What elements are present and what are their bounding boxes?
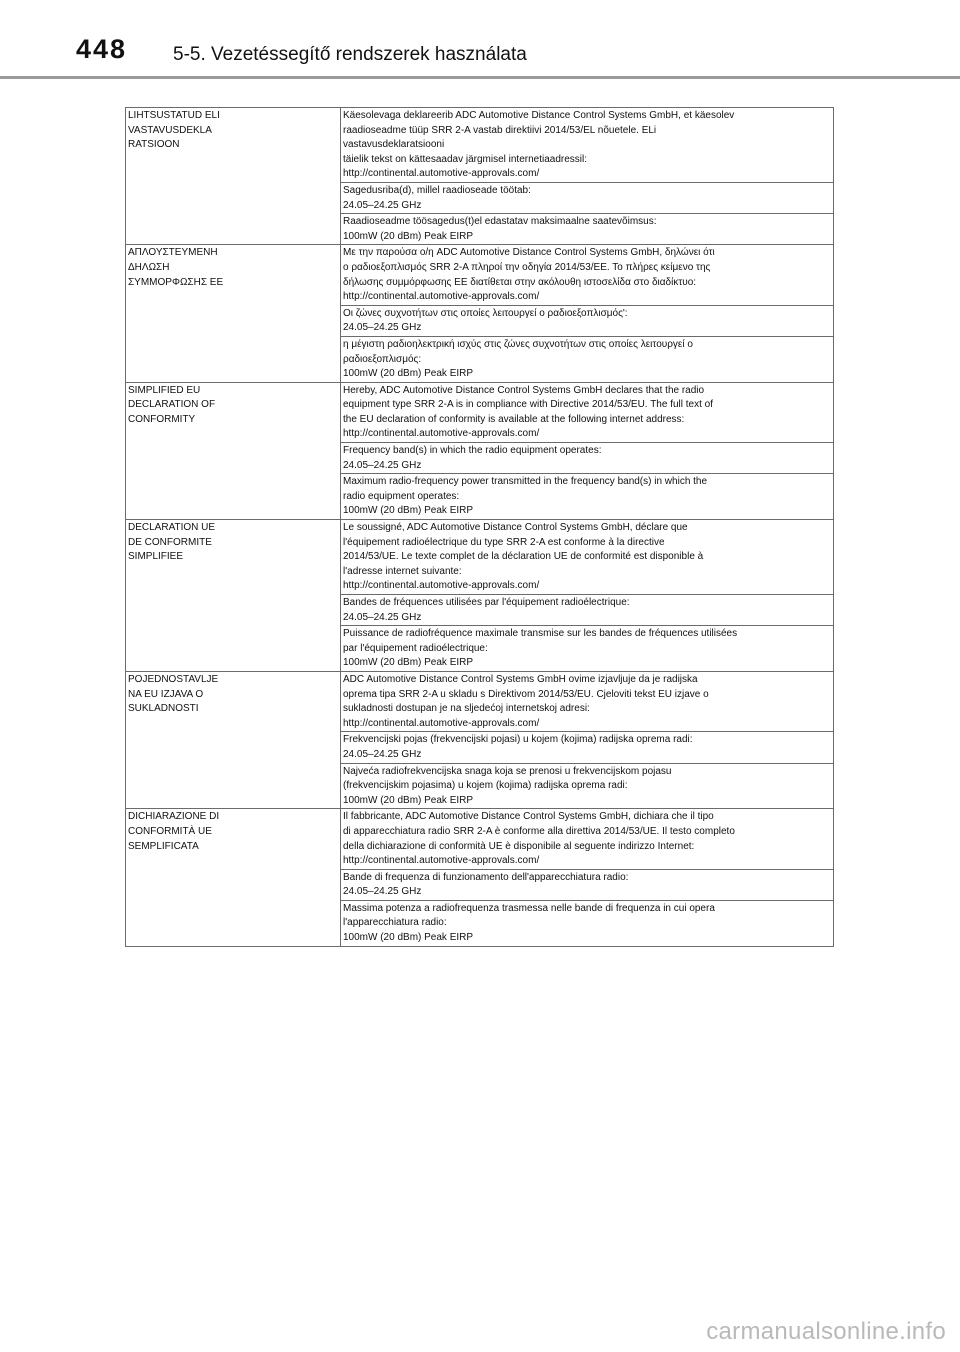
table-row — [126, 671, 834, 731]
declaration-text-line: Najveća radiofrekvencijska snaga koja se prenosi u frekvencijskom pojasu — [343, 765, 672, 777]
language-label-line: CONFORMITÀ UE — [128, 825, 212, 837]
declaration-text-line: 24.05–24.25 GHz — [343, 611, 422, 623]
declaration-text-line: equipment type SRR 2-A is in compliance with Directive 2014/53/EU. The full text of — [343, 399, 713, 411]
declaration-text-line: ραδιοεξοπλισμός: — [343, 353, 422, 365]
declaration-text-cell — [341, 108, 834, 183]
declaration-text-line: della dichiarazione di conformità UE è disponibile al seguente indirizzo Internet: — [343, 840, 695, 852]
declaration-text-line: Bande di frequenza di funzionamento dell'apparecchiatura radio: — [343, 871, 629, 883]
declaration-text-line: Raadioseadme töösagedus(t)el edastatav maksimaalne saatevõimsus: — [343, 216, 657, 228]
declaration-text-line: 100mW (20 dBm) Peak EIRP — [343, 932, 474, 944]
declaration-text-line: http://continental.automotive-approvals.com/ — [343, 168, 540, 180]
page-number: 448 — [76, 34, 128, 64]
declaration-text-line: Frequency band(s) in which the radio equipment operates: — [343, 445, 602, 457]
declaration-text-line: Le soussigné, ADC Automotive Distance Control Systems GmbH, déclare que — [343, 522, 688, 534]
declaration-text-cell — [341, 214, 834, 245]
language-label-line: SUKLADNOSTI — [128, 703, 199, 715]
language-label-line: CONFORMITY — [128, 413, 196, 425]
declaration-text-line: Il fabbricante, ADC Automotive Distance Control Systems GmbH, dichiara che il tipo — [343, 811, 714, 823]
language-label-line: DICHIARAZIONE DI — [128, 811, 220, 823]
declaration-text-line: Puissance de radiofréquence maximale transmise sur les bandes de fréquences utilisées — [343, 628, 738, 640]
declaration-text-cell — [341, 443, 834, 474]
declaration-text-line: http://continental.automotive-approvals.com/ — [343, 855, 540, 867]
language-label-line: ΑΠΛΟΥΣΤΕΥΜΕΝΗ — [128, 247, 218, 259]
declaration-text-cell — [341, 182, 834, 213]
declaration-text-line: 100mW (20 dBm) Peak EIRP — [343, 794, 474, 806]
declaration-text-line: vastavusdeklaratsiooni — [343, 139, 445, 151]
language-label-line: VASTAVUSDEKLA — [128, 124, 212, 136]
page-header — [0, 0, 960, 80]
declaration-text-line: 24.05–24.25 GHz — [343, 886, 422, 898]
language-label-line: SEMPLIFICATA — [128, 840, 199, 852]
table-row — [126, 108, 834, 183]
declaration-text-cell — [341, 305, 834, 336]
declaration-text-cell — [341, 626, 834, 672]
declaration-text-cell — [341, 671, 834, 731]
declaration-text-line: http://continental.automotive-approvals.com/ — [343, 717, 540, 729]
declaration-text-line: Bandes de fréquences utilisées par l'équipement radioélectrique: — [343, 597, 630, 608]
declaration-text-line: (frekvencijskim pojasima) u kojem (kojima) radijska oprema radi: — [343, 780, 628, 792]
declaration-text-line: raadioseadme tüüp SRR 2-A vastab direktiivi 2014/53/EL nõuetele. ELi — [343, 124, 657, 136]
declaration-text-cell — [341, 763, 834, 809]
declaration-text-line: http://continental.automotive-approvals.com/ — [343, 580, 540, 592]
declaration-table-body — [126, 108, 834, 947]
declaration-text-line: δήλωσης συμμόρφωσης ΕΕ διατίθεται στην ακόλουθη ιστοσελίδα στο διαδίκτυο: — [343, 276, 697, 288]
declaration-text-line: the EU declaration of conformity is available at the following internet address: — [343, 413, 685, 425]
declaration-text-cell — [341, 474, 834, 520]
declaration-text-line: 24.05–24.25 GHz — [343, 748, 422, 760]
language-label-cell — [126, 245, 341, 382]
declaration-text-cell — [341, 520, 834, 595]
declaration-text-line: 100mW (20 dBm) Peak EIRP — [343, 368, 474, 380]
language-label-line: POJEDNOSTAVLJE — [128, 673, 219, 685]
declaration-text-line: l'équipement radioélectrique du type SRR 2-A est conforme à la directive — [343, 536, 665, 548]
language-label-cell — [126, 671, 341, 808]
declaration-text-line: l'adresse internet suivante: — [343, 565, 462, 577]
declaration-text-line: Με την παρούσα ο/η ADC Automotive Distance Control Systems GmbH, δηλώνει ότι — [343, 247, 715, 259]
declaration-text-line: http://continental.automotive-approvals.com/ — [343, 428, 540, 440]
declaration-text-cell — [341, 382, 834, 442]
table-row — [126, 382, 834, 442]
declaration-text-line: 24.05–24.25 GHz — [343, 199, 422, 211]
declaration-text-line: Käesolevaga deklareerib ADC Automotive Distance Control Systems GmbH, et käesolev — [343, 110, 735, 121]
declaration-text-line: Sagedusriba(d), millel raadioseade töötab: — [343, 184, 531, 196]
section-title: 5-5. Vezetéssegítő rendszerek használata — [173, 44, 527, 65]
declaration-text-cell — [341, 595, 834, 626]
declaration-text-line: Οι ζώνες συχνοτήτων στις οποίες λειτουργεί ο ραδιοεξοπλισμός': — [343, 307, 628, 319]
declaration-text-line: Massima potenza a radiofrequenza trasmessa nelle bande di frequenza in cui opera — [343, 902, 715, 914]
declaration-text-line: di apparecchiatura radio SRR 2-A è conforme alla direttiva 2014/53/UE. Il testo completo — [343, 825, 735, 837]
declaration-text-line: 100mW (20 dBm) Peak EIRP — [343, 657, 474, 669]
declaration-text-line: radio equipment operates: — [343, 490, 460, 502]
declaration-text-line: ADC Automotive Distance Control Systems GmbH ovime izjavljuje da je radijska — [343, 673, 698, 685]
declaration-text-line: 100mW (20 dBm) Peak EIRP — [343, 505, 474, 517]
header-divider — [0, 76, 960, 79]
declaration-text-line: http://continental.automotive-approvals.com/ — [343, 291, 540, 303]
table-row — [126, 809, 834, 869]
declaration-text-cell — [341, 336, 834, 382]
declaration-text-line: 2014/53/UE. Le texte complet de la déclaration UE de conformité est disponible à — [343, 551, 704, 563]
declaration-text-line: Hereby, ADC Automotive Distance Control Systems GmbH declares that the radio — [343, 384, 705, 396]
declaration-text-line: 100mW (20 dBm) Peak EIRP — [343, 230, 474, 242]
declaration-text-cell — [341, 900, 834, 946]
language-label-line: DECLARATION OF — [128, 399, 216, 411]
language-label-line: RATSIOON — [128, 139, 180, 151]
language-label-cell — [126, 382, 341, 519]
language-label-line: SIMPLIFIED EU — [128, 384, 201, 396]
language-label-line: ΣΥΜΜΟΡΦΩΣΗΣ ΕΕ — [128, 276, 224, 288]
declaration-text-line: sukladnosti dostupan je na sljedećoj internetskoj adresi: — [343, 703, 590, 715]
declaration-text-cell — [341, 732, 834, 763]
declaration-text-line: η μέγιστη ραδιοηλεκτρική ισχύς στις ζώνες συχνοτήτων στις οποίες λειτουργεί ο — [343, 338, 693, 350]
language-label-line: ΔΗΛΩΣΗ — [128, 261, 170, 273]
table-row — [126, 245, 834, 305]
declaration-text-line: oprema tipa SRR 2-A u skladu s Direktivom 2014/53/EU. Cjeloviti tekst EU izjave o — [343, 688, 709, 700]
language-label-line: SIMPLIFIEE — [128, 551, 184, 563]
language-label-line: DE CONFORMITE — [128, 536, 212, 548]
declaration-text-line: par l'équipement radioélectrique: — [343, 642, 488, 654]
language-label-line: NA EU IZJAVA O — [128, 688, 204, 700]
declaration-text-line: Frekvencijski pojas (frekvencijski pojasi) u kojem (kojima) radijska oprema radi: — [343, 734, 693, 746]
language-label-cell — [126, 520, 341, 672]
declaration-text-line: l'apparecchiatura radio: — [343, 917, 447, 929]
declaration-text-line: 24.05–24.25 GHz — [343, 322, 422, 334]
language-label-cell — [126, 108, 341, 245]
declaration-text-cell — [341, 869, 834, 900]
language-label-line: DECLARATION UE — [128, 522, 216, 534]
declaration-text-line: Maximum radio-frequency power transmitted in the frequency band(s) in which the — [343, 476, 708, 488]
language-label-cell — [126, 809, 341, 946]
watermark: carmanualsonline.info — [706, 1318, 946, 1345]
declaration-text-line: täielik tekst on kättesaadav järgmisel internetiaadressil: — [343, 153, 588, 165]
declaration-text-line: ο ραδιοεξοπλισμός SRR 2-A πληροί την οδηγία 2014/53/ΕΕ. Το πλήρες κείμενο της — [343, 261, 711, 273]
declaration-text-line: 24.05–24.25 GHz — [343, 459, 422, 471]
declaration-text-cell — [341, 809, 834, 869]
table-row — [126, 520, 834, 595]
declaration-text-cell — [341, 245, 834, 305]
declaration-table — [125, 107, 834, 947]
language-label-line: LIHTSUSTATUD ELI — [128, 110, 220, 121]
